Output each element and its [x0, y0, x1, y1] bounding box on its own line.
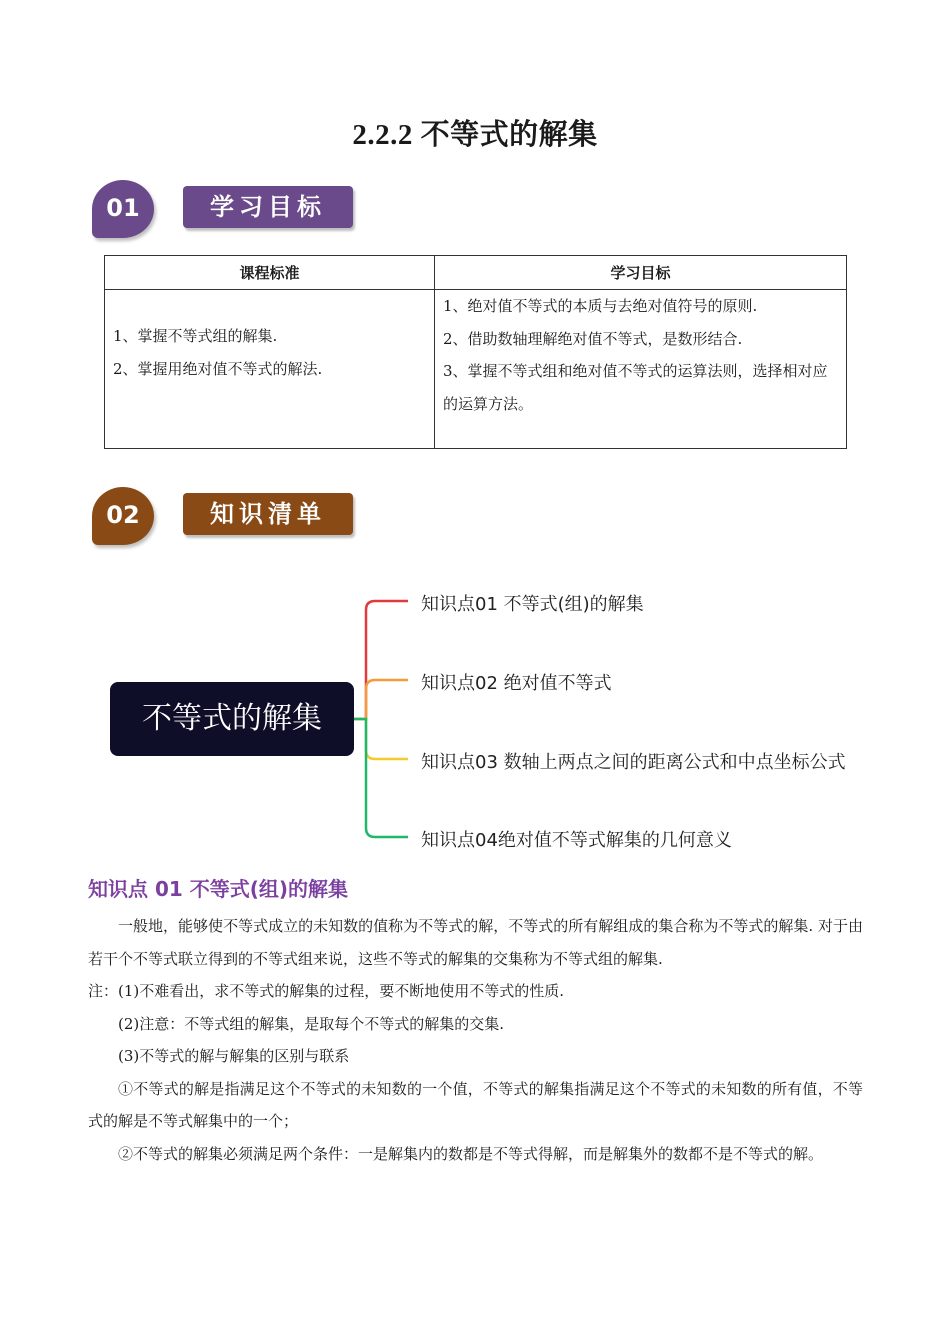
section-02-label: 知识清单: [183, 493, 353, 535]
objectives-table: [104, 255, 847, 449]
mindmap-branch-2: 知识点02 绝对值不等式: [421, 673, 612, 694]
table-header-standard: 课程标准: [105, 256, 435, 290]
section-01-label: 学习目标: [183, 186, 353, 228]
objective-item: 2、借助数轴理解绝对值不等式，是数形结合.: [443, 329, 743, 348]
paragraph: (2)注意：不等式组的解集，是取每个不等式的解集的交集.: [118, 1014, 505, 1033]
objective-item: 3、掌握不等式组和绝对值不等式的运算法则，选择相对应的运算方法。: [443, 362, 828, 413]
branch-connector-4: [354, 719, 408, 837]
paragraph: 注：(1)不难看出，求不等式的解集的过程，要不断地使用不等式的性质.: [88, 982, 565, 1000]
branch-connector-3: [354, 719, 408, 759]
section-02-number: 02: [106, 501, 140, 529]
mindmap-branch-4: 知识点04绝对值不等式解集的几何意义: [421, 830, 732, 851]
paragraph: ①不等式的解是指满足这个不等式的未知数的一个值，不等式的解集指满足这个不等式的未知数的所有值，不等式的解是不等式解集中的一个；: [88, 1079, 863, 1130]
standard-item: 1、掌握不等式组的解集.: [113, 327, 278, 345]
objectives-cell: [435, 290, 847, 449]
paragraph: 一般地，能够使不等式成立的未知数的值称为不等式的解，不等式的所有解组成的集合称为不等式的解集. 对于由若干个不等式联立得到的不等式组来说，这些不等式的解集的交集称为不等式组的解集.: [88, 917, 863, 968]
mindmap-root: 不等式的解集: [110, 682, 354, 756]
section-01-number: 01: [106, 194, 140, 222]
paragraph: (3)不等式的解与解集的区别与联系: [118, 1047, 350, 1065]
section-01-badge: [92, 180, 158, 242]
standard-item: 2、掌握用绝对值不等式的解法.: [113, 359, 323, 378]
section-02-badge: [92, 487, 158, 549]
page-title: 2.2.2 不等式的解集: [352, 119, 598, 151]
table-header-row: [105, 256, 847, 290]
table-row: [105, 290, 847, 449]
table-header-objective: 学习目标: [435, 256, 847, 290]
knowledge-body: [88, 910, 863, 1170]
branch-connector-1: [354, 601, 408, 719]
knowledge-point-heading: 知识点 01 不等式(组)的解集: [88, 877, 349, 901]
standards-cell: [105, 290, 435, 449]
branch-connector-2: [354, 680, 408, 719]
knowledge-mindmap: [0, 570, 950, 860]
objective-item: 1、绝对值不等式的本质与去绝对值符号的原则.: [443, 297, 758, 315]
paragraph: ②不等式的解集必须满足两个条件：一是解集内的数都是不等式得解，而是解集外的数都不是不等式的解。: [118, 1144, 824, 1163]
mindmap-branch-3: 知识点03 数轴上两点之间的距离公式和中点坐标公式: [421, 752, 846, 773]
mindmap-branch-1: 知识点01 不等式(组)的解集: [421, 594, 644, 615]
